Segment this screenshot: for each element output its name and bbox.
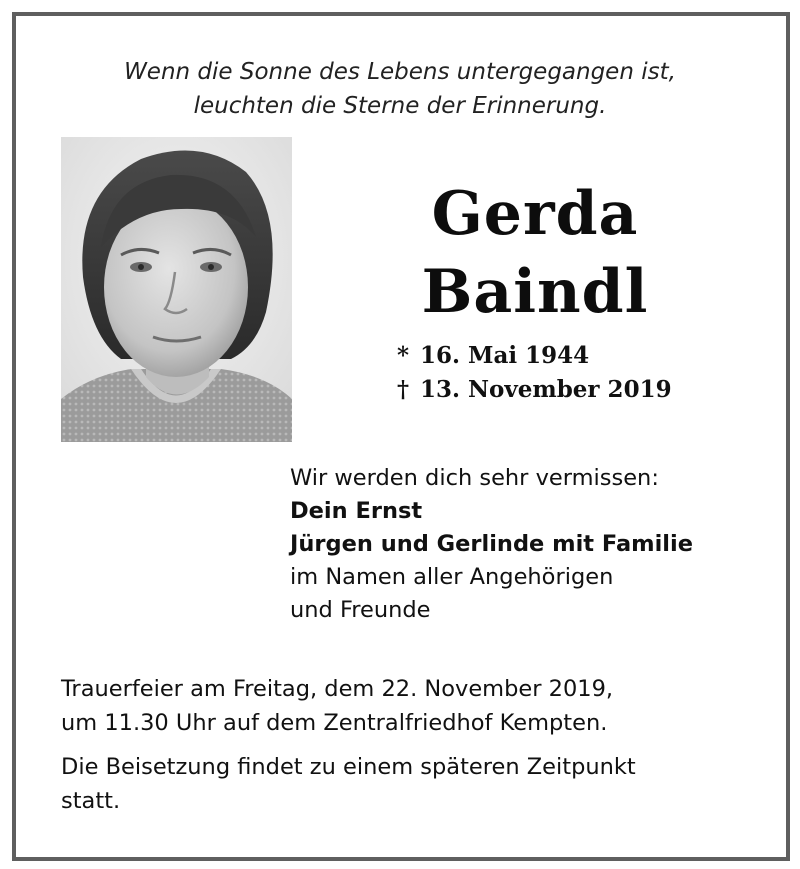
message-line: im Namen aller Angehörigen (290, 564, 614, 590)
message-intro: Wir werden dich sehr vermissen: (290, 465, 659, 491)
mourners-message (290, 462, 760, 627)
deceased-last-name: Baindl (421, 257, 649, 327)
motto-line: leuchten die Sterne der Erinnerung. (193, 93, 607, 119)
mourner-name: Jürgen und Gerlinde mit Familie (290, 531, 693, 557)
mourner-name: Dein Ernst (290, 498, 423, 524)
deceased-first-name: Gerda (431, 179, 639, 249)
birth-star-icon: * (396, 342, 410, 369)
motto (40, 55, 760, 123)
message-line: und Freunde (290, 597, 431, 623)
motto-line: Wenn die Sonne des Lebens untergegangen ist, (124, 59, 676, 85)
birth-date-row (386, 339, 686, 373)
death-cross-icon: † (396, 376, 410, 403)
birth-date: 16. Mai 1944 (420, 342, 590, 369)
death-date-row (386, 373, 686, 407)
burial-line: Die Beisetzung findet zu einem späteren Zeitpunkt (61, 754, 636, 780)
death-date: 13. November 2019 (420, 376, 672, 403)
burial-info (61, 750, 761, 818)
burial-line: statt. (61, 788, 121, 814)
portrait-photo (61, 137, 292, 442)
funeral-service-info (61, 672, 761, 740)
service-line: Trauerfeier am Freitag, dem 22. November 2019, (61, 676, 614, 702)
service-line: um 11.30 Uhr auf dem Zentralfriedhof Kempten. (61, 710, 608, 736)
